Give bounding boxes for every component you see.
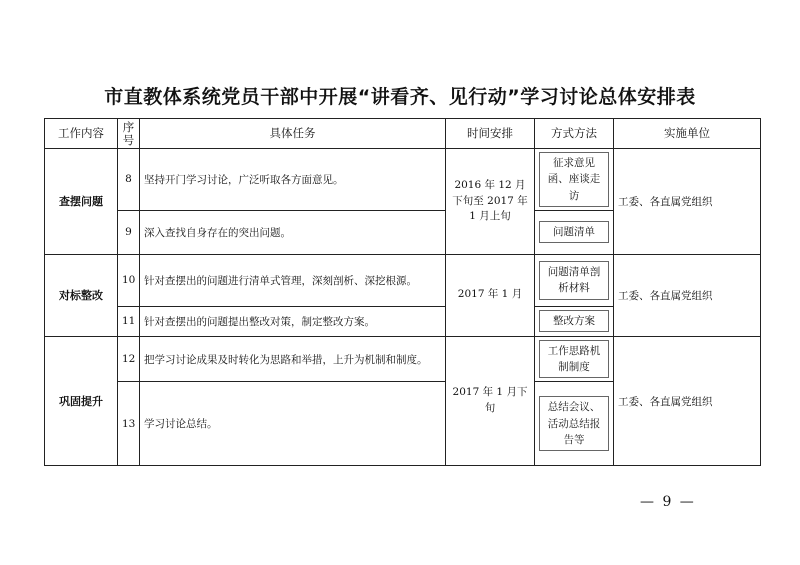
- seq-cell: 12: [118, 336, 140, 382]
- time-cell: 2017 年 1 月下旬: [446, 336, 535, 466]
- table-header-row: [45, 119, 761, 149]
- method-cell: [535, 336, 614, 382]
- seq-cell: 13: [118, 382, 140, 466]
- method-cell: [535, 382, 614, 466]
- method-text: 问题清单剖析材料: [539, 261, 609, 300]
- method-text: 征求意见函、座谈走访: [539, 152, 609, 207]
- method-cell: [535, 149, 614, 211]
- unit-cell: 工委、各直属党组织: [614, 254, 761, 336]
- task-cell: 坚持开门学习讨论，广泛听取各方面意见。: [140, 149, 446, 211]
- header-seq: 序号: [118, 119, 140, 149]
- group-content-cell: 对标整改: [45, 254, 118, 336]
- time-cell: 2016 年 12 月下旬至 2017 年 1 月上旬: [446, 149, 535, 255]
- seq-cell: 8: [118, 149, 140, 211]
- table-row: [45, 149, 761, 211]
- group-content-cell: 巩固提升: [45, 336, 118, 466]
- table-row: [45, 336, 761, 382]
- header-task: 具体任务: [140, 119, 446, 149]
- method-cell: [535, 254, 614, 306]
- header-content: 工作内容: [45, 119, 118, 149]
- method-cell: [535, 306, 614, 336]
- seq-cell: 9: [118, 210, 140, 254]
- task-cell: 把学习讨论成果及时转化为思路和举措，上升为机制和制度。: [140, 336, 446, 382]
- document-title: 市直教体系统党员干部中开展“讲看齐、见行动”学习讨论总体安排表: [104, 86, 696, 108]
- method-text: 整改方案: [539, 310, 609, 332]
- task-cell: 针对查摆出的问题进行清单式管理，深刻剖析、深挖根源。: [140, 254, 446, 306]
- method-cell: [535, 210, 614, 254]
- header-method: 方式方法: [535, 119, 614, 149]
- unit-cell: 工委、各直属党组织: [614, 336, 761, 466]
- task-cell: 学习讨论总结。: [140, 382, 446, 466]
- seq-cell: 11: [118, 306, 140, 336]
- page-number: — 9 —: [640, 494, 696, 510]
- unit-cell: 工委、各直属党组织: [614, 149, 761, 255]
- task-cell: 深入查找自身存在的突出问题。: [140, 210, 446, 254]
- table-row: [45, 254, 761, 306]
- seq-cell: 10: [118, 254, 140, 306]
- method-text: 问题清单: [539, 221, 609, 243]
- task-cell: 针对查摆出的问题提出整改对策，制定整改方案。: [140, 306, 446, 336]
- schedule-table: [44, 118, 761, 466]
- time-cell: 2017 年 1 月: [446, 254, 535, 336]
- header-unit: 实施单位: [614, 119, 761, 149]
- method-text: 工作思路机制制度: [539, 340, 609, 379]
- method-text: 总结会议、活动总结报告等: [539, 396, 609, 451]
- group-content-cell: 查摆问题: [45, 149, 118, 255]
- header-time: 时间安排: [446, 119, 535, 149]
